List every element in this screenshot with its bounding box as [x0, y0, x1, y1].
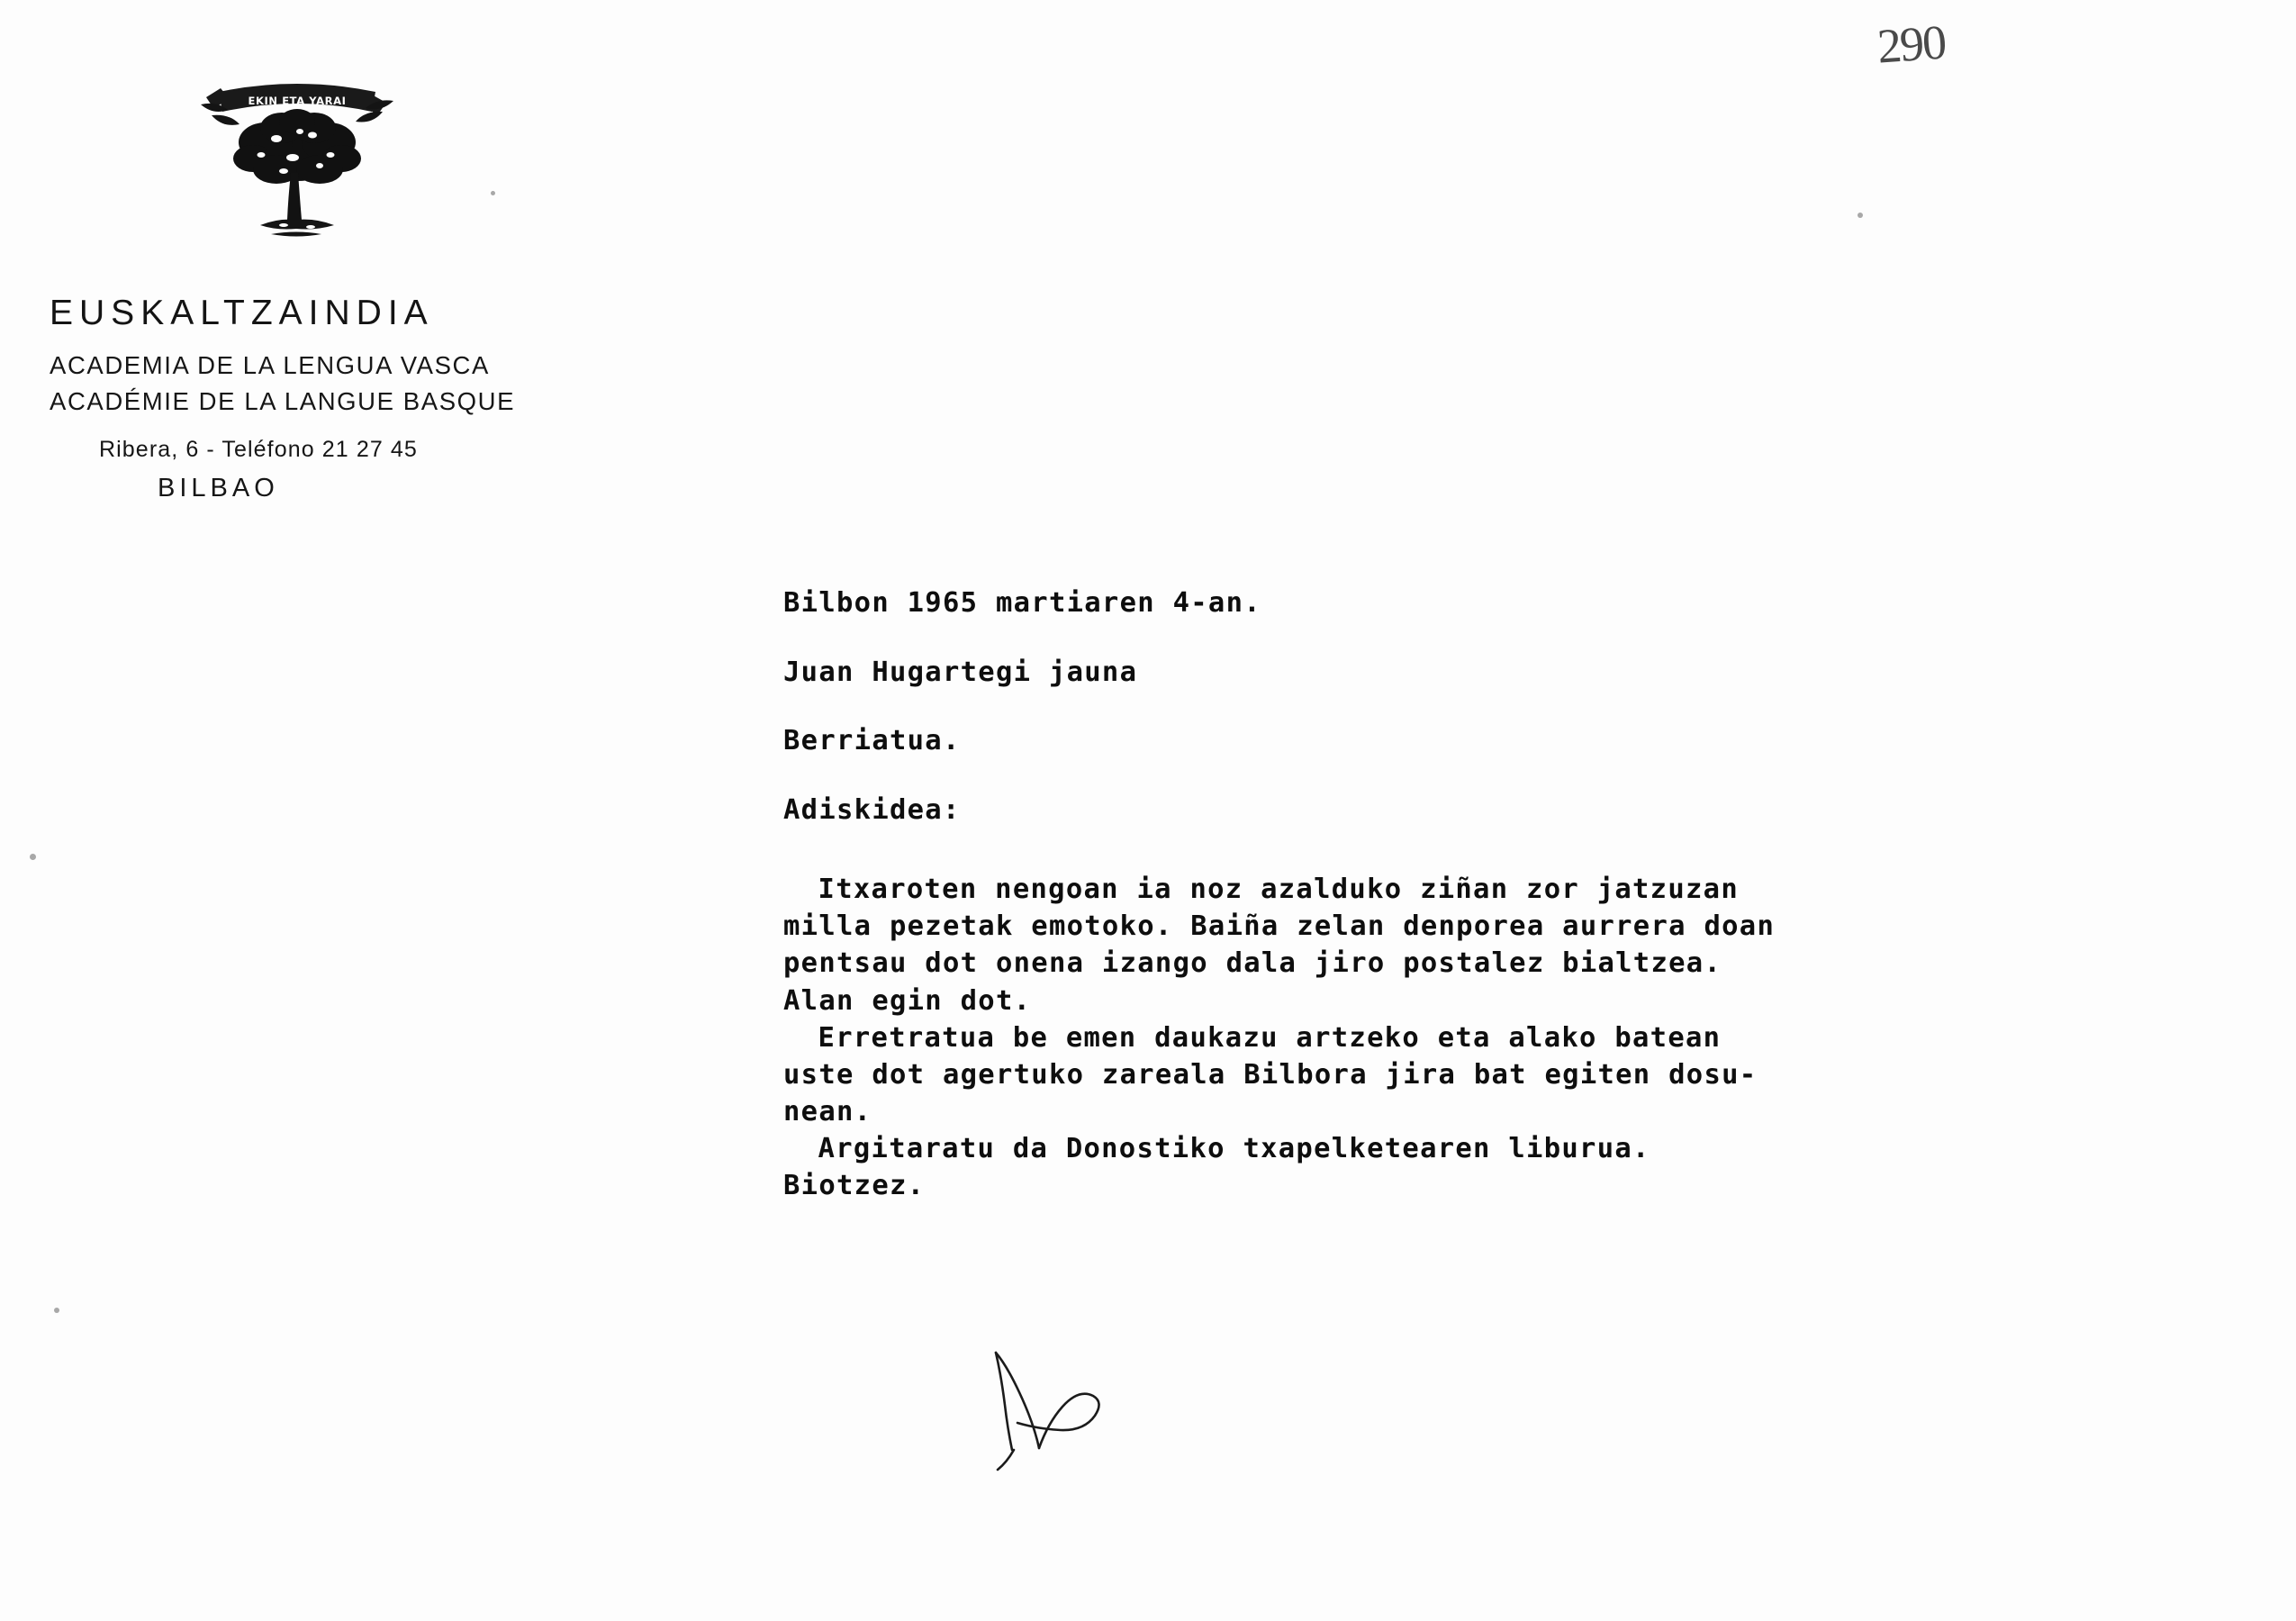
paragraph-line: nean. [783, 1096, 872, 1128]
letter-salutation: Adiskidea: [783, 793, 961, 826]
organization-city: BILBAO [158, 473, 279, 503]
paragraph-line: uste dot agertuko zareala Bilbora jira bat egiten dosu- [783, 1058, 1758, 1091]
paragraph-line: Alan egin dot. [783, 984, 1032, 1017]
handwritten-signature [972, 1342, 1180, 1495]
letter-date-line: Bilbon 1965 martiaren 4-an. [783, 587, 1261, 619]
letter-paragraph [783, 871, 2224, 1019]
scan-speck [1858, 213, 1863, 218]
organization-subtitle-french: ACADÉMIE DE LA LANGUE BASQUE [50, 386, 516, 415]
scan-speck [54, 1308, 59, 1313]
svg-text:EKIN ETA YARAI: EKIN ETA YARAI [248, 95, 347, 107]
letter-paragraph [783, 1019, 2224, 1131]
paragraph-line: milla pezetak emotoko. Baiña zelan denporea aurrera doan [783, 910, 1776, 943]
scan-speck [30, 854, 36, 860]
paragraph-line: pentsau dot onena izango dala jiro postalez bialtzea. [783, 947, 1722, 980]
closing-line: Biotzez. [783, 1170, 926, 1202]
organization-address: Ribera, 6 - Teléfono 21 27 45 [99, 436, 418, 462]
paragraph-line: Argitaratu da Donostiko txapelketearen liburua. [818, 1133, 1650, 1165]
letter-body [783, 587, 2224, 1205]
oak-tree-emblem-icon [194, 72, 401, 261]
letter-closing [783, 1167, 2224, 1204]
letter-recipient-place: Berriatua. [783, 725, 961, 756]
letter-recipient-name: Juan Hugartegi jauna [783, 656, 1138, 688]
page-number-annotation: 290 [1875, 14, 1948, 74]
paragraph-line: Itxaroten nengoan ia noz azalduko ziñan zor jatzuzan [818, 874, 1739, 905]
letter-paragraph [783, 1130, 2224, 1167]
paragraph-line: Erretratua be emen daukazu artzeko eta alako batean [818, 1021, 1722, 1054]
organization-name: EUSKALTZAINDIA [50, 294, 434, 332]
organization-subtitle-spanish: ACADEMIA DE LA LENGUA VASCA [50, 351, 490, 379]
letterhead [50, 72, 608, 503]
